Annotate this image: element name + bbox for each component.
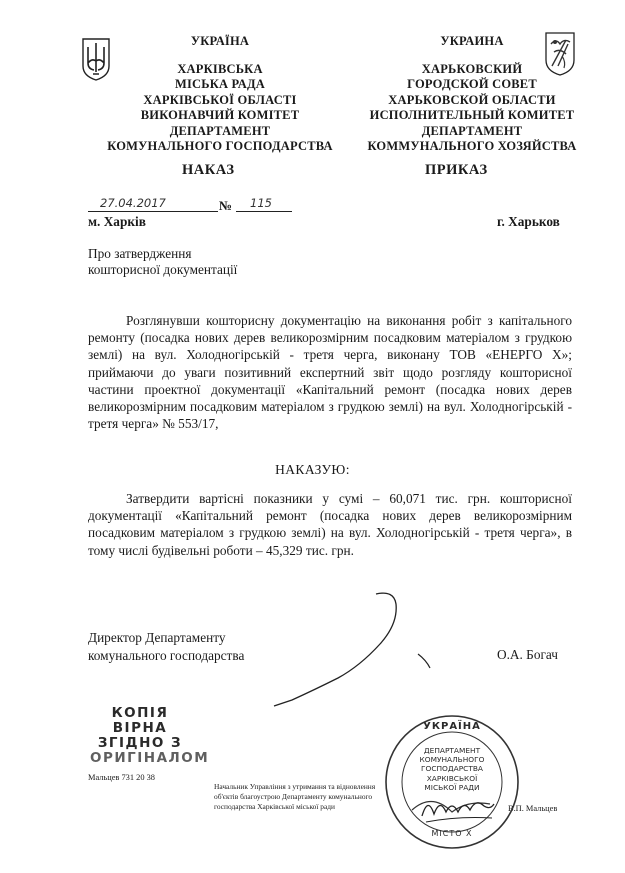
paragraph-1: Розглянувши кошторисну документацію на виконання робіт з капітального ремонту (посадка нових дерев великорозмірним посадковим матеріалом з грудкою землі) на вул. Холодногірській - третя черга, виконану ТОВ «ЕНЕРГО Х»; приймаючи до уваги позитивний експертний звіт щодо розгляду кошторисної частини проектної документації «Капітальний ремонт (посадка нових дерев великорозмірним посадковим матеріалом з грудкою землі) на вул. Холодногірській - третя черга» № 553/17, (88, 313, 572, 432)
paragraph-2: Затвердити вартісні показники у сумі – 60,071 тис. грн. кошторисної документації «Капітальний ремонт (посадка нових дерев великорозмірним посадковим матеріалом з грудкою землі) на вул. Холодногірській - третя черга», в тому числі будівельні роботи – 45,329 тис. грн. (88, 491, 572, 558)
round-stamp-line: КОМУНАЛЬНОГО (419, 755, 485, 765)
doc-type-ua: НАКАЗ (182, 162, 235, 178)
director-signature (268, 590, 468, 710)
header-left-line: КОМУНАЛЬНОГО ГОСПОДАРСТВА (107, 139, 333, 153)
signature-position-line: Директор Департаменту (88, 630, 226, 645)
cert-line: господарства Харківської міської ради (214, 802, 335, 811)
certification-text (214, 782, 375, 812)
header-right-line: ИСПОЛНИТЕЛЬНЫЙ КОМИТЕТ (369, 108, 575, 122)
header-left-line: ХАРКІВСЬКОЇ ОБЛАСТІ (143, 92, 297, 107)
signatory-name: О.А. Богач (497, 647, 558, 662)
copy-stamp-line: ОРИГІНАЛОМ (90, 750, 210, 766)
date-underline (88, 211, 218, 212)
round-stamp-top-text: УКРАЇНА (423, 721, 481, 732)
round-stamp-line: ГОСПОДАРСТВА (421, 764, 483, 774)
subject (88, 246, 237, 278)
paragraph-decision (88, 490, 572, 559)
number-label: № (219, 198, 233, 213)
header-left-line: УКРАЇНА (190, 34, 250, 48)
copy-certified-stamp (90, 705, 210, 766)
executor: Мальцев 731 20 38 (88, 773, 155, 782)
round-stamp-bottom-text: МІСТО Х (431, 829, 473, 838)
city-ua: м. Харків (88, 214, 146, 229)
header-left-line: МІСЬКА РАДА (174, 77, 266, 91)
signature-position-line: комунального господарства (88, 648, 245, 663)
header-right-line: ДЕПАРТАМЕНТ (421, 123, 523, 138)
round-stamp (382, 712, 522, 852)
round-stamp-line: МІСЬКОЇ РАДИ (424, 782, 480, 792)
copy-stamp-line: ЗГІДНО З (97, 735, 183, 751)
signature-position (88, 629, 244, 665)
subject-line: кошторисної документації (88, 262, 238, 277)
cert-line: Начальник Управління з утримання та відновлення (214, 782, 376, 791)
certifier-signature (418, 788, 498, 828)
number-underline (236, 211, 292, 212)
round-stamp-line: ХАРКІВСЬКОЇ (426, 773, 478, 783)
header-right-line: ХАРЬКОВСКОЙ ОБЛАСТИ (388, 92, 556, 107)
header-right-line: УКРАИНА (440, 34, 504, 48)
header-right (352, 34, 592, 155)
round-stamp-lines (402, 746, 502, 792)
header-right-line: КОММУНАЛЬНОГО ХОЗЯЙСТВА (367, 139, 577, 153)
certifier-name: В.П. Мальцев (508, 804, 558, 813)
order-heading: НАКАЗУЮ: (275, 462, 350, 477)
copy-stamp-line: КОПІЯ ВІРНА (111, 705, 169, 736)
order-date: 27.04.2017 (100, 196, 166, 210)
subject-line: Про затвердження (88, 246, 192, 261)
header-left (100, 34, 340, 155)
header-right-line: ХАРЬКОВСКИЙ (421, 61, 523, 76)
header-left-line: ДЕПАРТАМЕНТ (169, 123, 271, 138)
cert-line: об'єктів благоустрою Департаменту комунального (214, 792, 373, 801)
city-ru: г. Харьков (497, 214, 560, 229)
round-stamp-line: ДЕПАРТАМЕНТ (423, 746, 481, 755)
doc-type-ru: ПРИКАЗ (425, 162, 488, 178)
header-right-line: ГОРОДСКОЙ СОВЕТ (407, 77, 537, 91)
order-number: 115 (250, 196, 272, 210)
paragraph-preamble (88, 312, 572, 432)
header-left-line: ВИКОНАВЧИЙ КОМІТЕТ (140, 108, 300, 122)
header-left-line: ХАРКІВСЬКА (177, 61, 263, 76)
